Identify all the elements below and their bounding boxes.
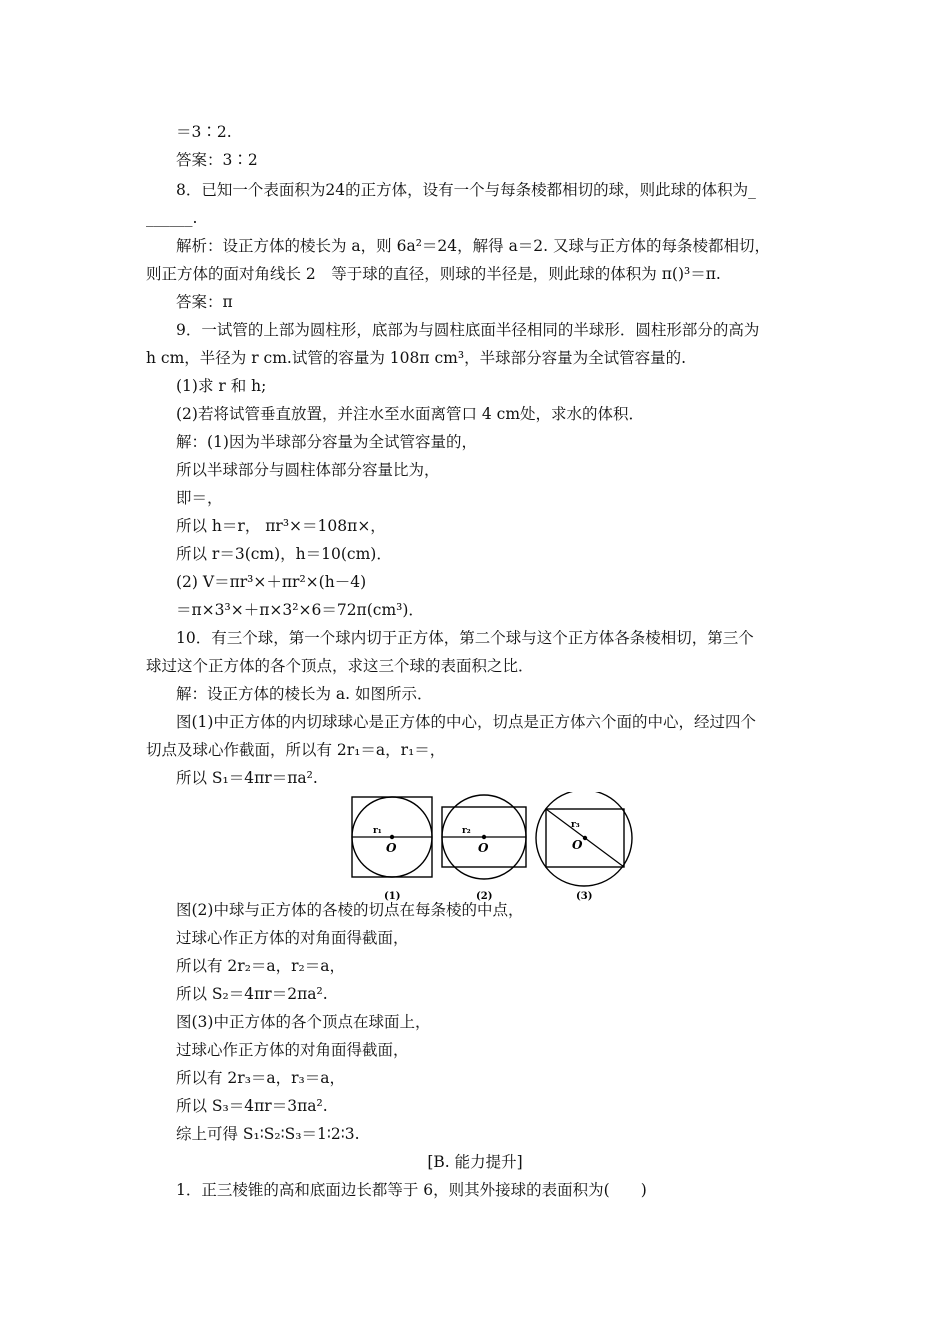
radius-label: r₁ [373,826,382,836]
solution-line: 过球心作正方体的对角面得截面， [176,1041,409,1059]
answer-line: 答案：π [176,293,233,311]
solution-line: (2) V＝πr³×＋πr²×(h－4) [176,573,367,591]
question-b1: 1．正三棱锥的高和底面边长都等于 6，则其外接球的表面积为( ) [176,1181,647,1199]
solution-line: 解：设正方体的棱长为 a. 如图所示． [176,685,433,703]
solution-line: 所以有 2r₃＝a，r₃＝a， [176,1069,346,1087]
solution-line: ＝π×3³×＋π×3²×6＝72π(cm³)． [176,601,424,619]
figure-label: (2) [476,891,493,902]
solution-line: 解：(1)因为半球部分容量为全试管容量的， [176,433,477,451]
solution-line: 图(2)中球与正方体的各棱的切点在每条棱的中点， [176,901,524,919]
figure-label: (3) [576,891,593,902]
solution-line: 所以 r＝3(cm)，h＝10(cm)． [176,545,392,563]
text-line: 球过这个正方体的各个顶点，求这三个球的表面积之比． [146,657,534,675]
answer-line: 答案：3∶2 [176,151,258,169]
solution-line: 所以 S₂＝4πr＝2πa². [176,985,328,1003]
figure-label: (1) [384,891,401,902]
solution-line: 图(1)中正方体的内切球球心是正方体的中心，切点是正方体六个面的中心，经过四个 [176,713,756,731]
radius-label: r₂ [462,826,471,836]
solution-line: 解析：设正方体的棱长为 a，则 6a²＝24，解得 a＝2. 又球与正方体的每条棱都相切， [176,237,771,255]
center-label: O [478,841,489,855]
question-9: 9．一试管的上部为圆柱形，底部为与圆柱底面半径相同的半球形．圆柱形部分的高为 [176,321,760,339]
text-line: h cm，半径为 r cm.试管的容量为 108π cm³，半球部分容量为全试管容量的. [146,349,687,367]
solution-line: 所以 S₁＝4πr＝πa². [176,769,318,787]
radius-label: r₃ [571,820,580,830]
sphere-cube-figure [348,792,648,904]
subquestion-1: (1)求 r 和 h; [176,377,267,395]
center-label: O [572,838,583,852]
solution-line: 所以 h＝r， πr³×＝108π×， [176,517,386,535]
solution-line: 综上可得 S₁∶S₂∶S₃＝1∶2∶3. [176,1125,360,1143]
solution-line: 所以有 2r₂＝a，r₂＝a， [176,957,346,975]
text-line: ＝3∶2. [176,123,232,141]
figure-2 [442,795,526,902]
solution-line: 即＝， [176,489,223,507]
question-10: 10．有三个球，第一个球内切于正方体，第二个球与这个正方体各条棱相切，第三个 [176,629,754,647]
solution-line: 则正方体的面对角线长 2 等于球的直径，则球的半径是，则此球的体积为 π()³＝π. [146,265,721,283]
figure-1 [352,797,432,902]
solution-line: 图(3)中正方体的各个顶点在球面上， [176,1013,431,1031]
section-heading: [B. 能力提升] [427,1153,523,1171]
solution-line: 所以 S₃＝4πr＝3πa². [176,1097,328,1115]
subquestion-2: (2)若将试管垂直放置，并注水至水面离管口 4 cm处，求水的体积． [176,405,645,423]
solution-line: 切点及球心作截面，所以有 2r₁＝a，r₁＝， [146,741,446,759]
figure-3 [536,792,632,902]
text-line: ______. [146,209,198,227]
solution-line: 过球心作正方体的对角面得截面， [176,929,409,947]
center-label: O [386,841,397,855]
question-8: 8．已知一个表面积为24的正方体，设有一个与每条棱都相切的球，则此球的体积为_ [176,181,756,199]
solution-line: 所以半球部分与圆柱体部分容量比为， [176,461,440,479]
